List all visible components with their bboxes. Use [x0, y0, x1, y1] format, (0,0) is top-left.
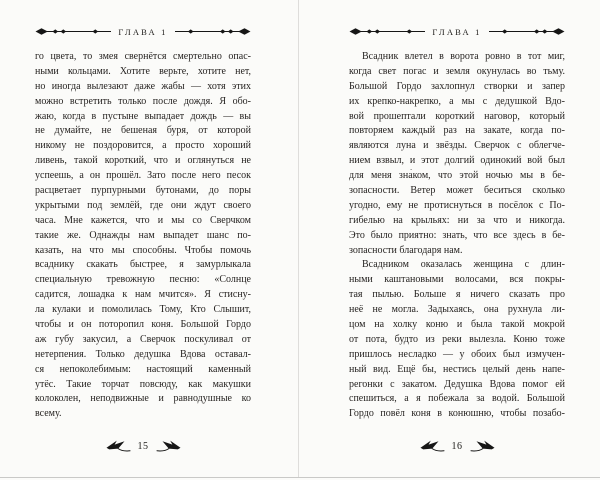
header-rule-left-icon: [35, 27, 111, 36]
text-line: колоколен, неподвижные и равнодушные ко: [35, 393, 251, 405]
text-line: ла кулаки и помолилась Тому, Кто Слышит,: [35, 304, 251, 316]
chapter-title: ГЛАВА 1: [118, 26, 168, 37]
text-line: спешиться, а я побежала за водой. Большой: [349, 393, 565, 405]
text-line: зопасности благодаря нам.: [349, 244, 463, 256]
chapter-title: ГЛАВА 1: [432, 26, 482, 37]
text-line: тая пылью. Больше я ничего сказать про: [349, 289, 565, 301]
text-line: от пота, будто из реки вылезла. Коню тоже: [349, 333, 565, 345]
page-body: [349, 50, 565, 422]
text-line: регонки с закатом. Дедушка Вдова помог ей: [349, 378, 565, 390]
chapter-header: [35, 27, 251, 36]
page-footer: [349, 438, 565, 454]
text-line: вой прошептали короткий наговор, который: [349, 110, 565, 122]
page-number: 15: [137, 440, 149, 452]
text-line: такие же. Однажды нам выпадет шанс по-: [35, 229, 251, 241]
text-line: для меня зна́ком, что этой ночью мы в бе-: [349, 170, 565, 182]
text-line: ными каштановыми волосами, вся покры-: [349, 274, 565, 286]
text-line: аж губу закусил, а Сверчок поскуливал от: [35, 333, 251, 345]
text-line: расцветает пурпурными бутонами, до поры: [35, 185, 251, 197]
footer-flourish-right-icon: [470, 440, 495, 453]
text-line: казать, на что мы способны. Чтобы помочь: [35, 244, 251, 256]
text-line: ливень, такой короткий, что и оглянуться не: [35, 155, 251, 167]
text-line: нием взвыл, и этот долгий одинокий вой был: [349, 155, 565, 167]
text-line: угодно, ему не протиснуться в посёлок с По-: [349, 199, 565, 211]
text-line: ся непоколебимым: настоящий каменный: [35, 363, 251, 375]
text-line: никому не поздоровится, а просто хороший: [35, 140, 251, 152]
text-line: го цвета, то змея свернётся смертельно опас-: [35, 51, 251, 62]
text-line: пришлось несладко — у обоих был измучен-: [349, 348, 565, 360]
text-line: садится, лошадка к нам мчится». Я стисну-: [35, 289, 251, 301]
text-line: их крепко-накрепко, а мы с дедушкой Вдо-: [349, 95, 565, 107]
text-line: утёс. Такие торчат повсюду, как макушки: [35, 378, 251, 390]
text-line: специальную тревожную песню: «Солнце: [35, 274, 251, 286]
footer-flourish-right-icon: [156, 440, 181, 453]
text-line: Всадник влетел в ворота ровно в тот миг,: [362, 51, 565, 62]
page-left[interactable]: [0, 0, 298, 477]
text-line: являются луна и звёзды. Сверчок с облегче-: [349, 140, 565, 152]
text-line: нетерпения. Только дедушка Вдова оставал-: [35, 348, 251, 360]
chapter-header: [349, 27, 565, 36]
page-right[interactable]: [299, 0, 600, 477]
text-line: цом на холку коню и была такой мокрой: [349, 319, 565, 331]
page-footer: [35, 438, 251, 454]
text-line: неё не могла. Задыхаясь, она рухнула ли-: [349, 304, 565, 316]
text-line: можно встретить только после дождя. Я обо-: [35, 95, 251, 107]
footer-flourish-left-icon: [420, 440, 445, 453]
text-line: Это было приятно: знать, что все здесь в бе-: [349, 229, 565, 241]
text-line: успеешь, а он прошёл. Зато после него песок: [35, 170, 251, 182]
text-line: чтобы и он поторопил коня. Большой Гордо: [35, 319, 251, 331]
header-rule-right-icon: [489, 27, 565, 36]
footer-flourish-left-icon: [106, 440, 131, 453]
text-line: всему.: [35, 408, 62, 420]
text-line: повторяем каждый раз на закате, когда по-: [349, 125, 565, 137]
text-line: не думайте, не бешеная буря, от которой: [35, 125, 251, 137]
text-line: Гордо повёл коня в конюшню, чтобы позабо-: [349, 408, 565, 420]
text-line: но иногда вылезают даже жабы — хотя этих: [35, 80, 251, 92]
page-number: 16: [451, 440, 463, 452]
page-body: [35, 50, 251, 422]
text-line: гибелью на крыльях: ни за что и никогда.: [349, 214, 565, 226]
header-rule-left-icon: [349, 27, 425, 36]
header-rule-right-icon: [175, 27, 251, 36]
text-line: ный вид. Ещё бы, нестись целый день напе-: [349, 363, 565, 375]
text-line: жаю, когда в пустыне выпадает дождь — вы: [35, 110, 251, 122]
text-line: всаднику скакать быстрее, я замурлыкала: [35, 259, 251, 271]
text-line: укрытыми под землёй, где они ждут своего: [35, 199, 251, 211]
text-line: зопасности. Ветер может беситься сколько: [349, 185, 565, 197]
text-line: часа. Мне кажется, что и мы со Сверчком: [35, 214, 251, 226]
text-line: ными кольцами. Хотите верьте, хотите нет,: [35, 65, 251, 77]
text-line: Большой Гордо захлопнул створки и запер: [349, 80, 565, 92]
text-line: Всадником оказалась женщина с длин-: [362, 259, 565, 271]
text-line: когда свет погас и земля окунулась во тьму.: [349, 65, 565, 77]
